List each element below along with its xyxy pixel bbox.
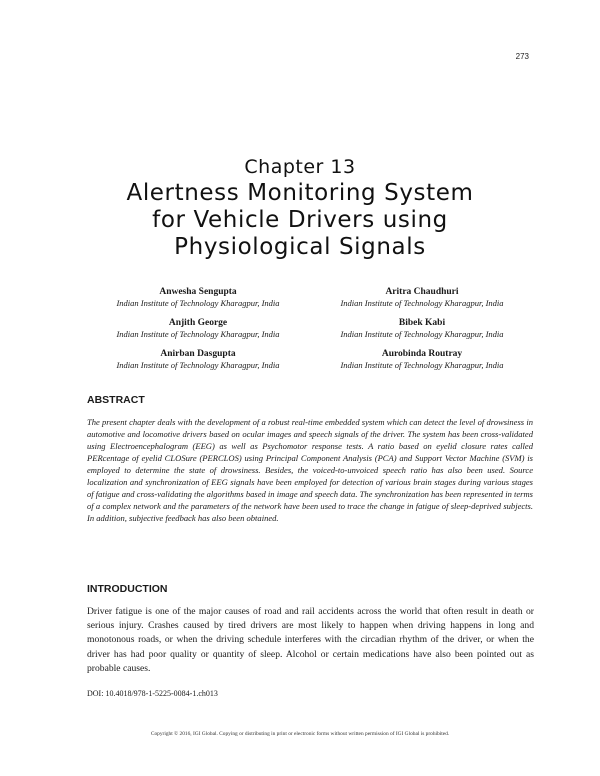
- copyright-notice: Copyright © 2016, IGI Global. Copying or distributing in print or electronic forms without written permission of IGI Global is prohibited.: [150, 731, 450, 737]
- author-block: [310, 286, 534, 309]
- doi: DOI: 10.4018/978-1-5225-0084-1.ch013: [87, 689, 218, 698]
- chapter-title-line-3: Physiological Signals: [174, 234, 426, 260]
- author-block: [86, 286, 310, 309]
- author-name: Anwesha Sengupta: [159, 287, 237, 297]
- author-name: Aritra Chaudhuri: [385, 287, 459, 297]
- author-affiliation: Indian Institute of Technology Kharagpur, India: [116, 360, 280, 370]
- author-name: Anirban Dasgupta: [160, 349, 236, 359]
- introduction-text: Driver fatigue is one of the major causes of road and rail accidents across the world that often result in death or serious injury. Crashes caused by tired drivers are most likely to happen when driving happens in long and monotonous roads, or when the driving schedule interferes with the circadian rhythm of the driver, or when the driver has had poor quality or quantity of sleep. Alcohol or certain medications have also been pointed out as probable causes.: [87, 606, 534, 674]
- author-affiliation: Indian Institute of Technology Kharagpur, India: [340, 360, 504, 370]
- introduction-heading: INTRODUCTION: [87, 583, 168, 595]
- page-number: 273: [515, 52, 529, 61]
- author-block: [310, 317, 534, 340]
- author-list: [86, 286, 534, 371]
- abstract-heading: ABSTRACT: [87, 394, 145, 406]
- abstract-text: The present chapter deals with the development of a robust real-time embedded system which can detect the level of drowsiness in automotive and locomotive drivers based on ocular images and speech signals of the driver. The system has been cross-validated using Electroencephalogram (EEG) as well as Psychomotor response tests. A ratio based on eyelid closure rates called PERcentage of eyelid CLOSure (PERCLOS) using Principal Component Analysis (PCA) and Support Vector Machine (SVM) is employed to determine the state of drowsiness. Besides, the voiced-to-unvoiced speech ratio has also been used. Source localization and synchronization of EEG signals have been employed for detection of various brain stages during various stages of fatigue and cross-validating the algorithms based in image and speech data. The synchronization has been represented in terms of a complex network and the parameters of the network have been used to trace the change in fatigue of sleep-deprived subjects. In addition, subjective feedback has also been obtained.: [87, 417, 533, 524]
- author-affiliation: Indian Institute of Technology Kharagpur, India: [340, 329, 504, 339]
- author-block: [310, 348, 534, 371]
- author-name: Anjith George: [168, 318, 228, 328]
- chapter-label: Chapter 13: [244, 156, 356, 178]
- chapter-title: [0, 180, 600, 261]
- author-name: Bibek Kabi: [398, 318, 446, 328]
- author-affiliation: Indian Institute of Technology Kharagpur, India: [340, 298, 504, 308]
- author-affiliation: Indian Institute of Technology Kharagpur, India: [116, 298, 280, 308]
- chapter-title-line-2: for Vehicle Drivers using: [152, 207, 448, 233]
- author-block: [86, 348, 310, 371]
- author-name: Aurobinda Routray: [381, 349, 463, 359]
- author-block: [86, 317, 310, 340]
- author-affiliation: Indian Institute of Technology Kharagpur, India: [116, 329, 280, 339]
- chapter-title-line-1: Alertness Monitoring System: [126, 180, 474, 206]
